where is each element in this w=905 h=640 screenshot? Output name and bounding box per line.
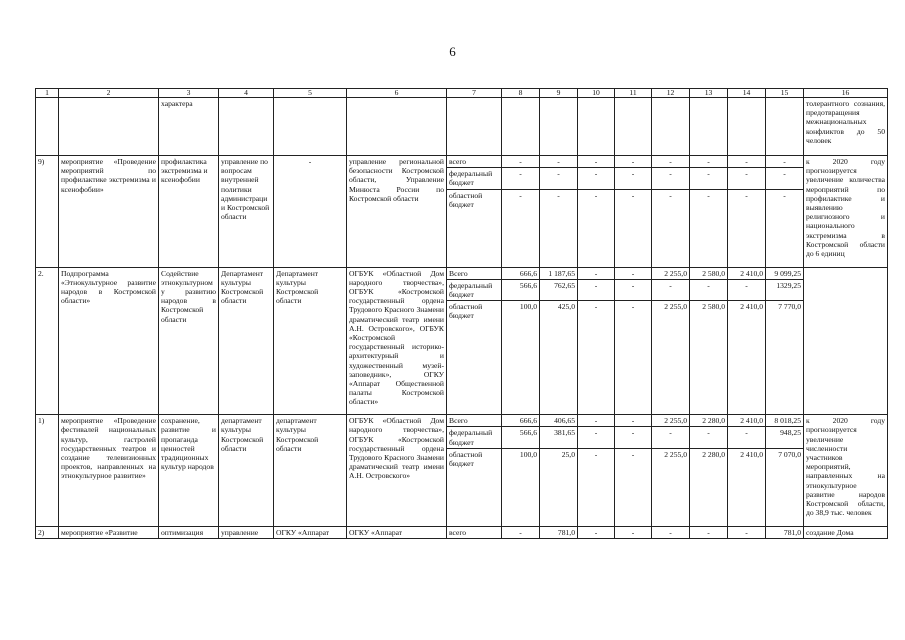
column-number: 16 (804, 89, 888, 98)
table-row (36, 415, 888, 427)
funding-source: федеральный бюджет (447, 279, 502, 300)
participants: управление региональной безопасности Костромской области, Управление Минюста России по Костромской области (347, 156, 447, 268)
co-executor: - (274, 156, 347, 268)
table-row (36, 98, 888, 156)
amount-cell: - (615, 189, 652, 267)
funding-source: Всего (447, 267, 502, 279)
amount-cell: - (615, 301, 652, 415)
table-cell (447, 98, 502, 156)
amount-cell: - (766, 168, 804, 189)
amount-cell: - (690, 168, 728, 189)
amount-cell: 7 770,0 (766, 301, 804, 415)
measure-name: мероприятие «Развитие (59, 526, 159, 538)
funding-source: всего (447, 156, 502, 168)
participants: ОГБУК «Областной Дом народного творчества», ОГБУК «Костромской государственный ордена Трудового Красного Знамени драматический театр имени А.Н. Островского», ОГБУК «Костромской государственный историко-архитектурный и художественный музей-заповедник», ОГКУ «Аппарат Общественной палаты Костромской области» (347, 267, 447, 415)
table-cell (728, 98, 766, 156)
table-cell (578, 98, 615, 156)
expected-result: создание Дома (804, 526, 888, 538)
responsible-executor: управление (219, 526, 274, 538)
column-number: 6 (347, 89, 447, 98)
row-number: 2) (36, 526, 59, 538)
amount-cell: 1 187,65 (540, 267, 578, 279)
amount-cell: - (578, 526, 615, 538)
amount-cell: - (578, 267, 615, 279)
amount-cell: - (502, 156, 540, 168)
amount-cell: 1329,25 (766, 279, 804, 300)
amount-cell: - (540, 156, 578, 168)
funding-source: Всего (447, 415, 502, 427)
amount-cell: - (578, 448, 615, 526)
amount-cell: - (540, 168, 578, 189)
amount-cell: - (766, 156, 804, 168)
column-number: 2 (59, 89, 159, 98)
amount-cell: - (728, 168, 766, 189)
amount-cell: - (652, 168, 690, 189)
amount-cell: - (615, 279, 652, 300)
amount-cell: 100,0 (502, 448, 540, 526)
amount-cell: - (652, 156, 690, 168)
column-number: 14 (728, 89, 766, 98)
table-cell (540, 98, 578, 156)
funding-source: федеральный бюджет (447, 168, 502, 189)
responsible-executor: управление по вопросам внутренней политики администрации Костромской области (219, 156, 274, 268)
table-cell (59, 98, 159, 156)
amount-cell: - (615, 168, 652, 189)
amount-cell: - (615, 448, 652, 526)
amount-cell: 100,0 (502, 301, 540, 415)
amount-cell: 2 410,0 (728, 267, 766, 279)
measure-goal: сохранение, развитие и пропаганда ценностей традиционных культур народов (159, 415, 219, 527)
amount-cell: - (615, 156, 652, 168)
amount-cell: - (615, 427, 652, 448)
table-row (36, 156, 888, 168)
table-cell: толерантного сознания, предотвращения межнациональных конфликтов до 50 человек (804, 98, 888, 156)
co-executor: Департамент культуры Костромской области (274, 267, 347, 415)
amount-cell: - (652, 427, 690, 448)
amount-cell: - (728, 156, 766, 168)
amount-cell: - (690, 526, 728, 538)
amount-cell: 381,65 (540, 427, 578, 448)
table-cell (502, 98, 540, 156)
amount-cell: - (578, 279, 615, 300)
table-row (36, 526, 888, 538)
column-number-row (36, 89, 888, 98)
amount-cell: - (690, 156, 728, 168)
amount-cell: - (578, 156, 615, 168)
amount-cell: - (578, 189, 615, 267)
amount-cell: 762,65 (540, 279, 578, 300)
measure-goal: оптимизация (159, 526, 219, 538)
column-number: 15 (766, 89, 804, 98)
amount-cell: 2 580,0 (690, 301, 728, 415)
table-cell (766, 98, 804, 156)
co-executor: департамент культуры Костромской области (274, 415, 347, 527)
expected-result (804, 267, 888, 415)
responsible-executor: Департамент культуры Костромской области (219, 267, 274, 415)
table-cell (690, 98, 728, 156)
amount-cell: 25,0 (540, 448, 578, 526)
table-cell: характера (159, 98, 219, 156)
column-number: 5 (274, 89, 347, 98)
column-number: 9 (540, 89, 578, 98)
row-number: 9) (36, 156, 59, 268)
column-number: 11 (615, 89, 652, 98)
amount-cell: - (690, 189, 728, 267)
table-cell (347, 98, 447, 156)
column-number: 1 (36, 89, 59, 98)
amount-cell: 2 255,0 (652, 267, 690, 279)
participants: ОГКУ «Аппарат (347, 526, 447, 538)
amount-cell: - (728, 427, 766, 448)
amount-cell: 2 255,0 (652, 448, 690, 526)
amount-cell: 2 280,0 (690, 448, 728, 526)
column-number: 8 (502, 89, 540, 98)
subprogram-goal: Содействие этнокультурному развитию народов в Костромской области (159, 267, 219, 415)
amount-cell: - (578, 427, 615, 448)
amount-cell: 666,6 (502, 267, 540, 279)
amount-cell: 666,6 (502, 415, 540, 427)
table-row (36, 267, 888, 279)
amount-cell: 2 410,0 (728, 301, 766, 415)
amount-cell: 566,6 (502, 279, 540, 300)
funding-source: всего (447, 526, 502, 538)
amount-cell: - (502, 526, 540, 538)
amount-cell: 948,25 (766, 427, 804, 448)
amount-cell: 9 099,25 (766, 267, 804, 279)
amount-cell: - (728, 279, 766, 300)
measure-name: мероприятие «Проведение мероприятий по профилактике экстремизма и ксенофобии» (59, 156, 159, 268)
amount-cell: 2 410,0 (728, 415, 766, 427)
measure-goal: профилактика экстремизма и ксенофобии (159, 156, 219, 268)
amount-cell: - (728, 526, 766, 538)
amount-cell: - (540, 189, 578, 267)
amount-cell: 2 410,0 (728, 448, 766, 526)
amount-cell: - (615, 526, 652, 538)
column-number: 7 (447, 89, 502, 98)
amount-cell: 781,0 (766, 526, 804, 538)
participants: ОГБУК «Областной Дом народного творчества», ОГБУК «Костромской государственный ордена Трудового Красного Знамени драматический театр имени А.Н. Островского» (347, 415, 447, 527)
amount-cell: 2 580,0 (690, 267, 728, 279)
amount-cell: - (578, 168, 615, 189)
page-number: 6 (449, 44, 456, 59)
amount-cell: - (615, 415, 652, 427)
amount-cell: 566,6 (502, 427, 540, 448)
amount-cell: - (690, 279, 728, 300)
amount-cell: - (652, 526, 690, 538)
measure-name: мероприятие «Проведение фестивалей национальных культур, гастролей государственных театров и создание телевизионных проектов, направленных на этнокультурное развитие» (59, 415, 159, 527)
table-cell (219, 98, 274, 156)
funding-source: областной бюджет (447, 448, 502, 526)
row-number: 1) (36, 415, 59, 527)
expected-result: к 2020 году прогнозируется увеличение количества мероприятий по профилактике и выявлению религиозного и национального экстремизма в Костромской области до 6 единиц (804, 156, 888, 268)
amount-cell: - (766, 189, 804, 267)
amount-cell: - (728, 189, 766, 267)
column-number: 13 (690, 89, 728, 98)
amount-cell: - (578, 415, 615, 427)
co-executor: ОГКУ «Аппарат (274, 526, 347, 538)
amount-cell: 8 018,25 (766, 415, 804, 427)
amount-cell: 7 070,0 (766, 448, 804, 526)
table-cell (36, 98, 59, 156)
column-number: 12 (652, 89, 690, 98)
funding-source: областной бюджет (447, 189, 502, 267)
program-table (35, 88, 888, 539)
table-cell (615, 98, 652, 156)
column-number: 10 (578, 89, 615, 98)
amount-cell: - (690, 427, 728, 448)
funding-source: областной бюджет (447, 301, 502, 415)
column-number: 3 (159, 89, 219, 98)
row-number: 2. (36, 267, 59, 415)
table-cell (274, 98, 347, 156)
amount-cell: 2 255,0 (652, 415, 690, 427)
amount-cell: 406,65 (540, 415, 578, 427)
expected-result: к 2020 году прогнозируется увеличение численности участников мероприятий, направленных на этнокультурное развитие народов Костромской области, до 38,9 тыс. человек (804, 415, 888, 527)
amount-cell: 2 255,0 (652, 301, 690, 415)
responsible-executor: департамент культуры Костромской области (219, 415, 274, 527)
column-number: 4 (219, 89, 274, 98)
amount-cell: - (578, 301, 615, 415)
amount-cell: - (502, 168, 540, 189)
subprogram-name: Подпрограмма «Этнокультурное развитие народов в Костромской области» (59, 267, 159, 415)
amount-cell: 781,0 (540, 526, 578, 538)
amount-cell: - (652, 189, 690, 267)
table-cell (652, 98, 690, 156)
amount-cell: - (502, 189, 540, 267)
amount-cell: 425,0 (540, 301, 578, 415)
funding-source: федеральный бюджет (447, 427, 502, 448)
amount-cell: - (652, 279, 690, 300)
amount-cell: 2 280,0 (690, 415, 728, 427)
amount-cell: - (615, 267, 652, 279)
